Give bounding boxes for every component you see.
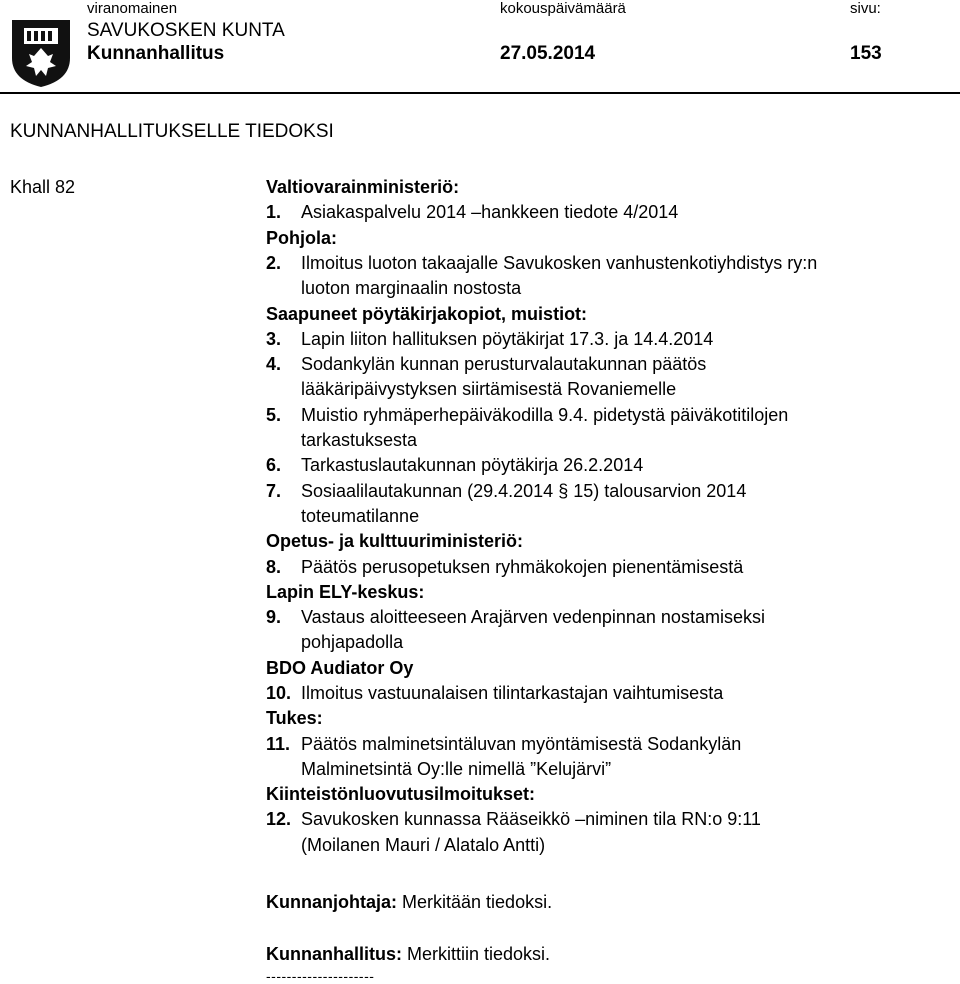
item-text: Päätös perusopetuksen ryhmäkokojen pienentämisestä [301, 557, 744, 577]
item-number: 7. [266, 481, 282, 501]
list-item [266, 809, 761, 830]
list-item [266, 455, 643, 476]
list-item [266, 405, 788, 426]
item-number: 4. [266, 354, 282, 374]
list-item [266, 557, 743, 578]
item-number: 8. [266, 557, 282, 577]
list-item [266, 253, 817, 274]
group-heading: Valtiovarainministeriö: [266, 177, 460, 197]
header-organization: SAVUKOSKEN KUNTA [87, 20, 285, 41]
item-text: Vastaus aloitteeseen Arajärven vedenpinnan nostamiseksi [301, 607, 765, 627]
group-heading: Pohjola: [266, 228, 337, 248]
group-heading: Opetus- ja kulttuuriministeriö: [266, 531, 524, 551]
item-continuation-line: lääkäripäivystyksen siirtämisestä Rovaniemelle [301, 379, 677, 399]
group-heading: Tukes: [266, 708, 323, 728]
group-heading: Kiinteistönluovutusilmoitukset: [266, 784, 536, 804]
list-item [266, 683, 723, 704]
item-number: 3. [266, 329, 282, 349]
item-text: Lapin liiton hallituksen pöytäkirjat 17.3. ja 14.4.2014 [301, 329, 714, 349]
header-body-name: Kunnanhallitus [87, 43, 225, 64]
header-authority-label: viranomainen [87, 0, 178, 17]
item-number: 11. [266, 734, 291, 754]
group-heading: Lapin ELY-keskus: [266, 582, 425, 602]
item-continuation-line: Malminetsintä Oy:lle nimellä ”Kelujärvi” [301, 759, 612, 779]
decision-label: Kunnanhallitus: [266, 944, 402, 964]
section-reference: Khall 82 [10, 177, 76, 197]
item-text: Ilmoitus vastuunalaisen tilintarkastajan vaihtumisesta [301, 683, 724, 703]
list-item [266, 607, 765, 628]
item-continuation-line: luoton marginaalin nostosta [301, 278, 522, 298]
list-item [266, 354, 706, 375]
proposal-line [266, 892, 552, 913]
item-text: Asiakaspalvelu 2014 –hankkeen tiedote 4/2014 [301, 202, 679, 222]
header-page-label: sivu: [850, 0, 881, 17]
decision-line [266, 944, 550, 965]
header-page-number: 153 [850, 43, 882, 64]
header-meeting-date-label: kokouspäivämäärä [500, 0, 626, 17]
item-continuation-line: pohjapadolla [301, 632, 404, 652]
item-text: Sodankylän kunnan perusturvalautakunnan päätös [301, 354, 707, 374]
group-heading: Saapuneet pöytäkirjakopiot, muistiot: [266, 304, 588, 324]
page-title: KUNNANHALLITUKSELLE TIEDOKSI [10, 121, 334, 142]
item-text: Muistio ryhmäperhepäiväkodilla 9.4. pidetystä päiväkotitilojen [301, 405, 789, 425]
item-text: Ilmoitus luoton takaajalle Savukosken vanhustenkotiyhdistys ry:n [301, 253, 818, 273]
municipal-coat-of-arms-logo [10, 18, 72, 88]
list-item [266, 734, 741, 755]
list-item [266, 329, 713, 350]
item-text: Sosiaalilautakunnan (29.4.2014 § 15) talousarvion 2014 [301, 481, 747, 501]
item-number: 2. [266, 253, 282, 273]
item-number: 10. [266, 683, 292, 703]
item-text: Tarkastuslautakunnan pöytäkirja 26.2.2014 [301, 455, 644, 475]
item-number: 12. [266, 809, 292, 829]
item-text: Savukosken kunnassa Rääseikkö –niminen tila RN:o 9:11 [301, 809, 761, 829]
group-heading: BDO Audiator Oy [266, 658, 414, 678]
item-number: 5. [266, 405, 282, 425]
item-number: 1. [266, 202, 282, 222]
proposal-label: Kunnanjohtaja: [266, 892, 397, 912]
header-divider [0, 92, 960, 94]
end-rule: --------------------- [266, 968, 375, 984]
list-item [266, 202, 678, 223]
decision-text: Merkittiin tiedoksi. [407, 944, 551, 964]
item-continuation-line: tarkastuksesta [301, 430, 418, 450]
item-number: 6. [266, 455, 282, 475]
proposal-text: Merkitään tiedoksi. [402, 892, 553, 912]
item-continuation-line: (Moilanen Mauri / Alatalo Antti) [301, 835, 546, 855]
list-item [266, 481, 746, 502]
item-continuation-line: toteumatilanne [301, 506, 420, 526]
item-text: Päätös malminetsintäluvan myöntämisestä Sodankylän [301, 734, 742, 754]
item-number: 9. [266, 607, 282, 627]
header-meeting-date: 27.05.2014 [500, 43, 596, 64]
